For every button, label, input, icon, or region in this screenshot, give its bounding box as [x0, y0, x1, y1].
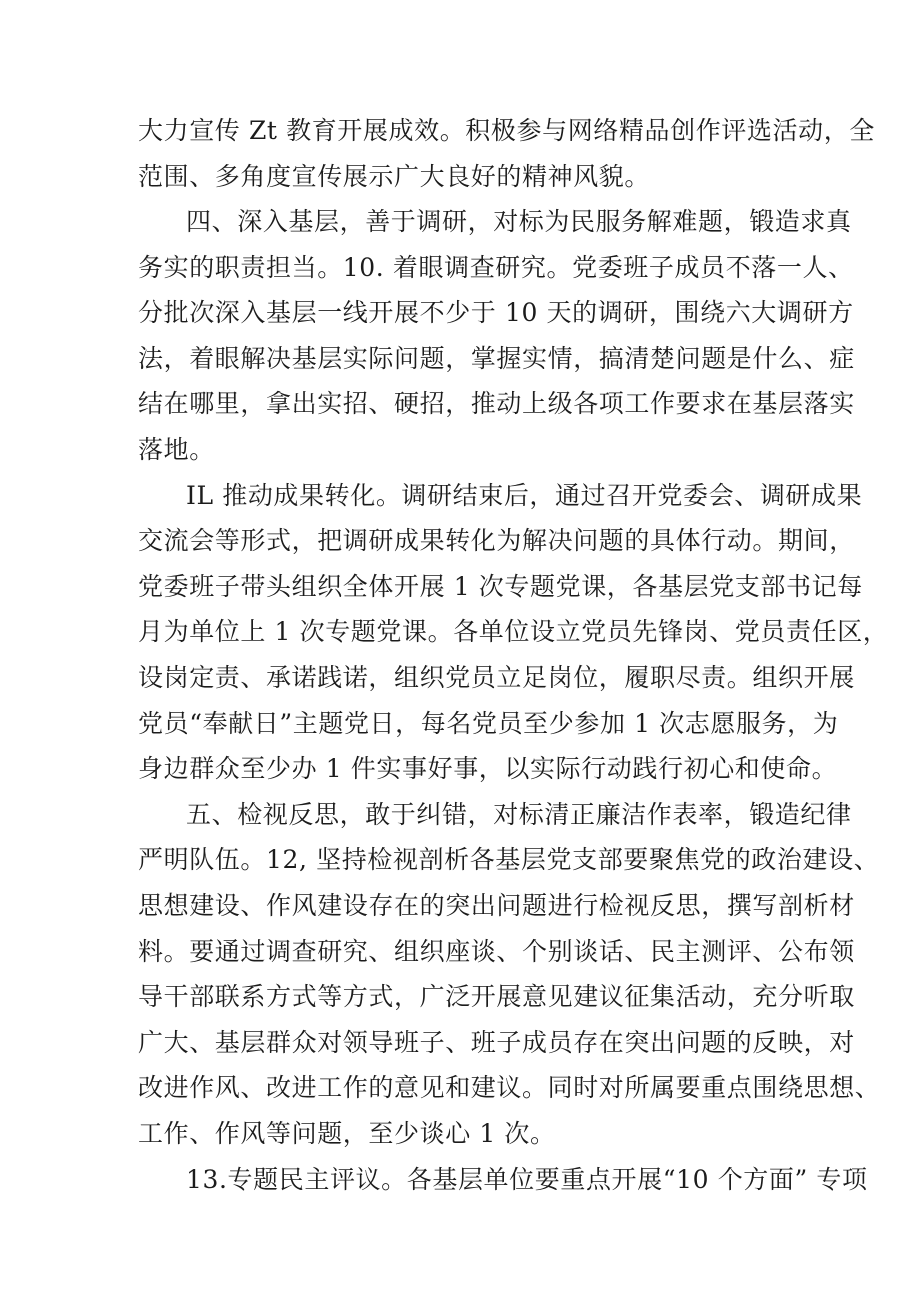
- text-line: 分批次深入基层一线开展不少于 10 天的调研，围绕六大调研方: [138, 298, 854, 327]
- text-line: 工作、作风等问题，至少谈心 1 次。: [138, 1119, 556, 1148]
- text-line: 大力宣传 Zt 教育开展成效。积极参与网络精品创作评选活动，全: [138, 116, 875, 145]
- paragraph-start-line: IL 推动成果转化。调研结束后，通过召开党委会、调研成果: [186, 481, 863, 510]
- text-line: 务实的职责担当。10. 着眼调查研究。党委班子成员不落一人、: [138, 253, 854, 282]
- text-line: 料。要通过调查研究、组织座谈、个别谈话、民主测评、公布领: [138, 937, 855, 966]
- text-line: 落地。: [138, 435, 215, 464]
- text-line: 导干部联系方式等方式，广泛开展意见建议征集活动，充分听取: [138, 982, 855, 1011]
- text-line: 月为单位上 1 次专题党课。各单位设立党员先锋岗、党员责任区，: [138, 617, 889, 646]
- text-line: 思想建设、作风建设存在的突出问题进行检视反思，撰写剖析材: [138, 891, 855, 920]
- text-line: 身边群众至少办 1 件实事好事，以实际行动践行初心和使命。: [138, 754, 838, 783]
- text-line: 改进作风、改进工作的意见和建议。同时对所属要重点围绕思想、: [138, 1073, 881, 1102]
- paragraph-start-line: 13.专题民主评议。各基层单位要重点开展“10 个方面” 专项: [186, 1165, 868, 1194]
- text-line: 严明队伍。12, 坚持检视剖析各基层党支部要聚焦党的政治建设、: [138, 845, 880, 874]
- text-line: 党委班子带头组织全体开展 1 次专题党课，各基层党支部书记每: [138, 572, 863, 601]
- section-heading-line: 五、检视反思，敢于纠错，对标清正廉洁作表率，锻造纪律: [186, 800, 852, 829]
- text-line: 法，着眼解决基层实际问题，掌握实情，搞清楚问题是什么、症: [138, 344, 855, 373]
- text-line: 交流会等形式，把调研成果转化为解决问题的具体行动。期间，: [138, 526, 855, 555]
- section-heading-line: 四、深入基层，善于调研，对标为民服务解难题，锻造求真: [186, 207, 852, 236]
- text-line: 设岗定责、承诺践诺，组织党员立足岗位，履职尽责。组织开展: [138, 663, 855, 692]
- text-line: 范围、多角度宣传展示广大良好的精神风貌。: [138, 162, 651, 191]
- text-line: 广大、基层群众对领导班子、班子成员存在突出问题的反映，对: [138, 1028, 855, 1057]
- text-line: 党员“奉献日”主题党日，每名党员至少参加 1 次志愿服务，为: [138, 709, 839, 738]
- text-line: 结在哪里，拿出实招、硬招，推动上级各项工作要求在基层落实: [138, 389, 855, 418]
